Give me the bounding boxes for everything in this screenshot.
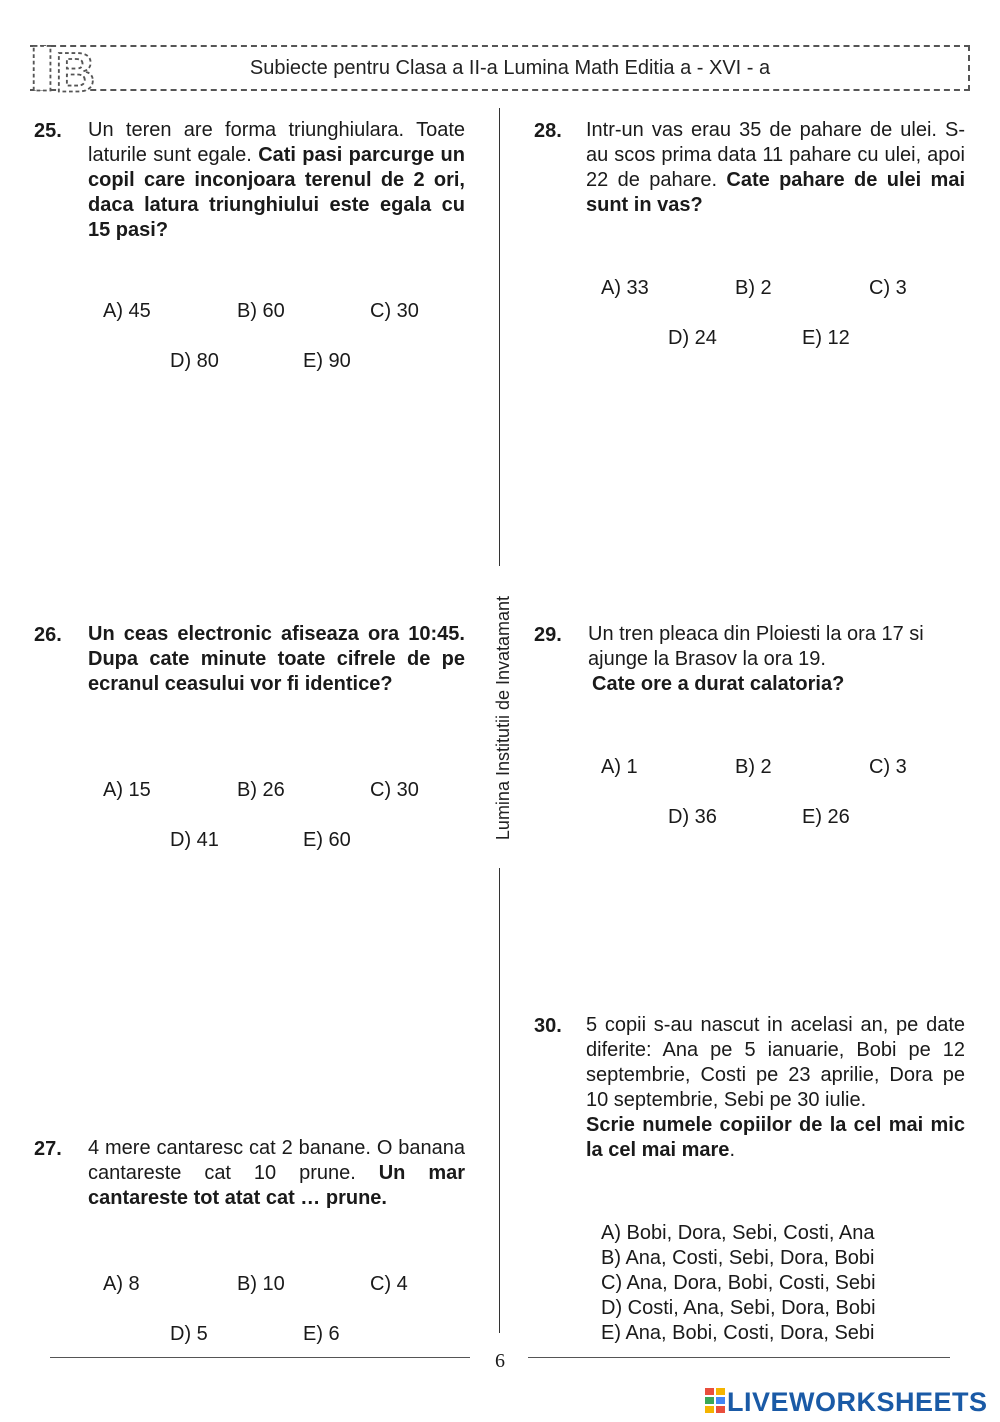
option-c[interactable]: C) 3 bbox=[869, 277, 907, 299]
liveworksheets-logo[interactable] bbox=[705, 1387, 988, 1417]
option-a[interactable]: A) 1 bbox=[601, 756, 638, 778]
question-text-plain: Intr-un vas erau 35 de pahare de ulei. S-au scos prima data 11 pahare cu ulei, apoi 22 de pahare. bbox=[586, 119, 965, 191]
option-b[interactable]: B) 2 bbox=[735, 756, 772, 778]
footer-rule-right bbox=[528, 1357, 950, 1358]
side-publisher-text: Lumina Institutii de Invatamant bbox=[493, 595, 513, 841]
question-number: 27. bbox=[34, 1138, 62, 1160]
option-a[interactable]: A) 8 bbox=[103, 1273, 140, 1295]
option-d[interactable]: D) 24 bbox=[668, 327, 717, 349]
question-text-plain: Un tren pleaca din Ploiesti la ora 17 si ajunge la Brasov la ora 19. bbox=[588, 623, 924, 670]
option-d[interactable]: D) 41 bbox=[170, 829, 219, 851]
question-text-bold: Cate ore a durat calatoria? bbox=[592, 673, 845, 695]
column-divider-top bbox=[499, 108, 500, 566]
question-number: 30. bbox=[534, 1015, 562, 1037]
option-b[interactable]: B) 10 bbox=[237, 1273, 285, 1295]
option-a[interactable]: A) 45 bbox=[103, 300, 151, 322]
question-text-end: . bbox=[729, 1139, 735, 1161]
option-c[interactable]: C) 3 bbox=[869, 756, 907, 778]
option-a[interactable]: A) Bobi, Dora, Sebi, Costi, Ana bbox=[601, 1222, 875, 1244]
option-b[interactable]: B) 26 bbox=[237, 779, 285, 801]
option-b[interactable]: B) 60 bbox=[237, 300, 285, 322]
question-number: 29. bbox=[534, 624, 562, 646]
question-text-bold: Scrie numele copiilor de la cel mai mic la cel mai mare bbox=[586, 1114, 965, 1161]
question-text bbox=[88, 118, 465, 243]
question-text bbox=[586, 1013, 965, 1163]
header-title: Subiecte pentru Clasa a II-a Lumina Math Editia a - XVI - a bbox=[249, 57, 771, 79]
option-e[interactable]: E) 26 bbox=[802, 806, 850, 828]
logo-text: LIVEWORKSHEETS bbox=[727, 1387, 988, 1417]
header-letter-emblem bbox=[30, 45, 108, 97]
option-list bbox=[601, 1221, 876, 1346]
option-a[interactable]: A) 33 bbox=[601, 277, 649, 299]
question-text-bold: Cati pasi parcurge un copil care inconjoara terenul de 2 ori, daca latura triunghiului este egala cu 15 pasi? bbox=[88, 144, 465, 241]
footer-rule-left bbox=[50, 1357, 470, 1358]
option-d[interactable]: D) 36 bbox=[668, 806, 717, 828]
option-d[interactable]: D) 5 bbox=[170, 1323, 208, 1345]
option-a[interactable]: A) 15 bbox=[103, 779, 151, 801]
question-number: 25. bbox=[34, 120, 62, 142]
option-c[interactable]: C) 30 bbox=[370, 300, 419, 322]
question-text-plain: Un teren are forma triunghiulara. Toate laturile sunt egale. bbox=[88, 119, 465, 166]
question-number: 26. bbox=[34, 624, 62, 646]
question-text bbox=[588, 622, 970, 697]
option-c[interactable]: C) 4 bbox=[370, 1273, 408, 1295]
question-text bbox=[88, 1136, 465, 1211]
question-text-plain: 4 mere cantaresc cat 2 banane. O banana cantareste cat 10 prune. bbox=[88, 1137, 465, 1184]
question-text-bold: Cate pahare de ulei mai sunt in vas? bbox=[586, 169, 965, 216]
header-letter: B bbox=[55, 45, 96, 97]
question-text bbox=[586, 118, 965, 218]
option-e[interactable]: E) Ana, Bobi, Costi, Dora, Sebi bbox=[601, 1322, 875, 1344]
question-number: 28. bbox=[534, 120, 562, 142]
column-divider-bottom bbox=[499, 868, 500, 1333]
question-text-bold: Un ceas electronic afiseaza ora 10:45. Dupa cate minute toate cifrele de pe ecranul ceasului vor fi identice? bbox=[88, 623, 465, 695]
logo-icon bbox=[705, 1388, 727, 1414]
question-text-bold: Un mar cantareste tot atat cat … prune. bbox=[88, 1162, 466, 1209]
option-e[interactable]: E) 60 bbox=[303, 829, 351, 851]
page-number: 6 bbox=[495, 1350, 505, 1372]
option-d[interactable]: D) 80 bbox=[170, 350, 219, 372]
question-text bbox=[88, 622, 465, 697]
option-c[interactable]: C) Ana, Dora, Bobi, Costi, Sebi bbox=[601, 1272, 876, 1294]
option-c[interactable]: C) 30 bbox=[370, 779, 419, 801]
question-text-plain: 5 copii s-au nascut in acelasi an, pe date diferite: Ana pe 5 ianuarie, Bobi pe 12 septembrie, Costi pe 23 aprilie, Dora pe 10 septembrie, Sebi pe 30 iulie. bbox=[586, 1014, 965, 1111]
option-e[interactable]: E) 90 bbox=[303, 350, 351, 372]
option-b[interactable]: B) Ana, Costi, Sebi, Dora, Bobi bbox=[601, 1247, 875, 1269]
option-e[interactable]: E) 6 bbox=[303, 1323, 340, 1345]
option-d[interactable]: D) Costi, Ana, Sebi, Dora, Bobi bbox=[601, 1297, 876, 1319]
option-e[interactable]: E) 12 bbox=[802, 327, 850, 349]
option-b[interactable]: B) 2 bbox=[735, 277, 772, 299]
